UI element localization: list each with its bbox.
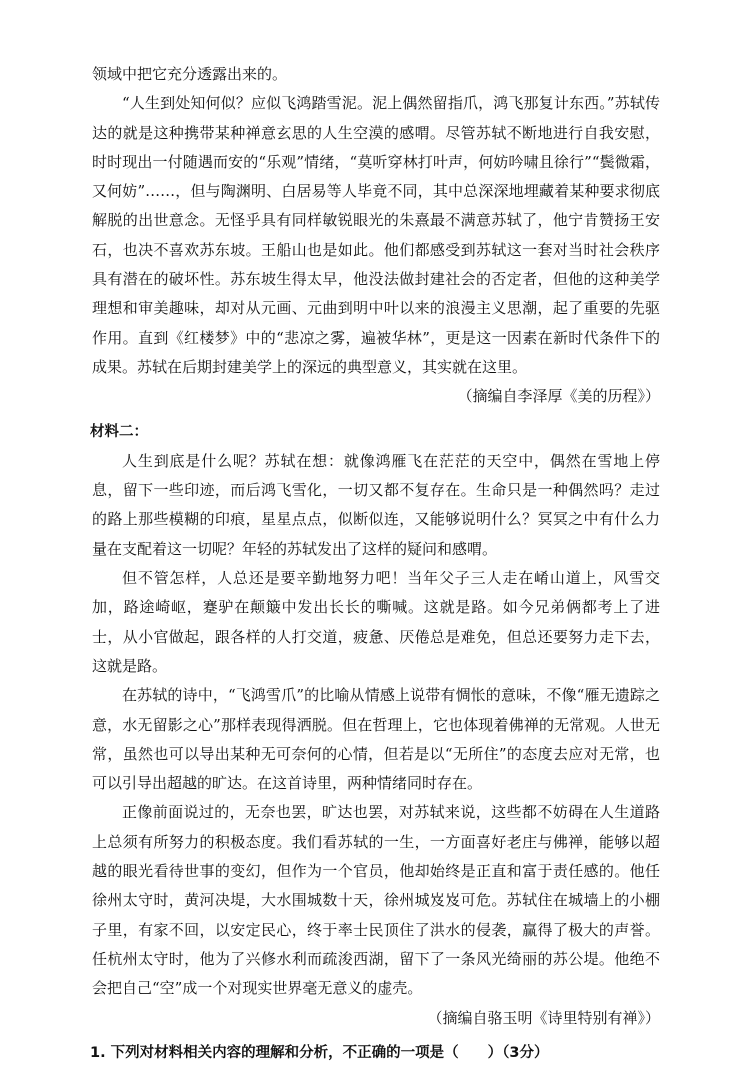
material2-paragraph-1: 人生到底是什么呢？苏轼在想：就像鸿雁飞在茫茫的天空中，偶然在雪地上停息，留下一些印迹，而后鸿飞雪化，一切又都不复存在。生命只是一种偶然吗？走过的路上那些模糊的印痕，星星点点，似断似连，又能够说明什么？冥冥之中有什么力量在支配着这一切呢？年轻的苏轼发出了这样的疑问和感喟。 xyxy=(92,451,660,558)
material2-paragraph-4: 正像前面说过的，无奈也罢，旷达也罢，对苏轼来说，这些都不妨碍在人生道路上总须有所努力的积极态度。我们看苏轼的一生，一方面喜好老庄与佛禅，能够以超越的眼光看待世事的变幻，但作为一个官员，他却始终是正直和富于责任感的。他任徐州太守时，黄河决堤，大水围城数十天，徐州城岌岌可危。苏轼住在城墙上的小棚子里，有家不回，以安定民心，终于率士民顶住了洪水的侵袭，赢得了极大的声誉。任杭州太守时，他为了兴修水利而疏浚西湖，留下了一条风光绮丽的苏公堤。他绝不会把自己“空”成一个对现实世界毫无意义的虚壳。 xyxy=(92,803,660,998)
material2-source: （摘编自骆玉明《诗里特别有禅》） xyxy=(427,1008,660,1027)
material1-continuation: 领域中把它充分透露出来的。 xyxy=(92,65,288,83)
material1-source: （摘编自李泽厚《美的历程》） xyxy=(457,387,660,406)
question-1: 1. 下列对材料相关内容的理解和分析，不正确的一项是（ ）（3分） xyxy=(90,1044,549,1061)
material1-paragraph: “人生到处知何似？应似飞鸿踏雪泥。泥上偶然留指爪，鸿飞那复计东西。”苏轼传达的就是这种携带某种禅意玄思的人生空漠的感喟。尽管苏轼不断地进行自我安慰，时时现出一付随遇而安的“乐观”情绪，“莫听穿林打叶声，何妨吟啸且徐行”“鬓微霜，又何妨”……，但与陶渊明、白居易等人毕竟不同，其中总深深地埋藏着某种要求彻底解脱的出世意念。无怪乎具有同样敏锐眼光的朱熹最不满意苏轼了，他宁肯赞扬王安石，也决不喜欢苏东坡。王船山也是如此。他们都感受到苏轼这一套对当时社会秩序具有潜在的破坏性。苏东坡生得太早，他没法做封建社会的否定者，但他的这种美学理想和审美趣味，却对从元画、元曲到明中叶以来的浪漫主义思潮，起了重要的先驱作用。直到《红楼梦》中的“悲凉之雾，遍被华林”，更是这一因素在新时代条件下的成果。苏轼在后期封建美学上的深远的典型意义，其实就在这里。 xyxy=(92,94,660,376)
material2-heading: 材料二： xyxy=(90,423,148,440)
material2-paragraph-3: 在苏轼的诗中，“飞鸿雪爪”的比喻从情感上说带有惆怅的意味，不像“雁无遗踪之意，水无留影之心”那样表现得洒脱。但在哲理上，它也体现着佛禅的无常观。人世无常，虽然也可以导出某种无可奈何的心情，但若是以“无所住”的态度去应对无常，也可以引导出超越的旷达。在这首诗里，两种情绪同时存在。 xyxy=(92,686,660,793)
material2-paragraph-2: 但不管怎样，人总还是要辛勤地努力吧！当年父子三人走在崤山道上，风雪交加，路途崎岖，蹇驴在颠簸中发出长长的嘶喊。这就是路。如今兄弟俩都考上了进士，从小官做起，跟各样的人打交道，疲惫、厌倦总是难免，但总还要努力走下去，这就是路。 xyxy=(92,569,660,675)
